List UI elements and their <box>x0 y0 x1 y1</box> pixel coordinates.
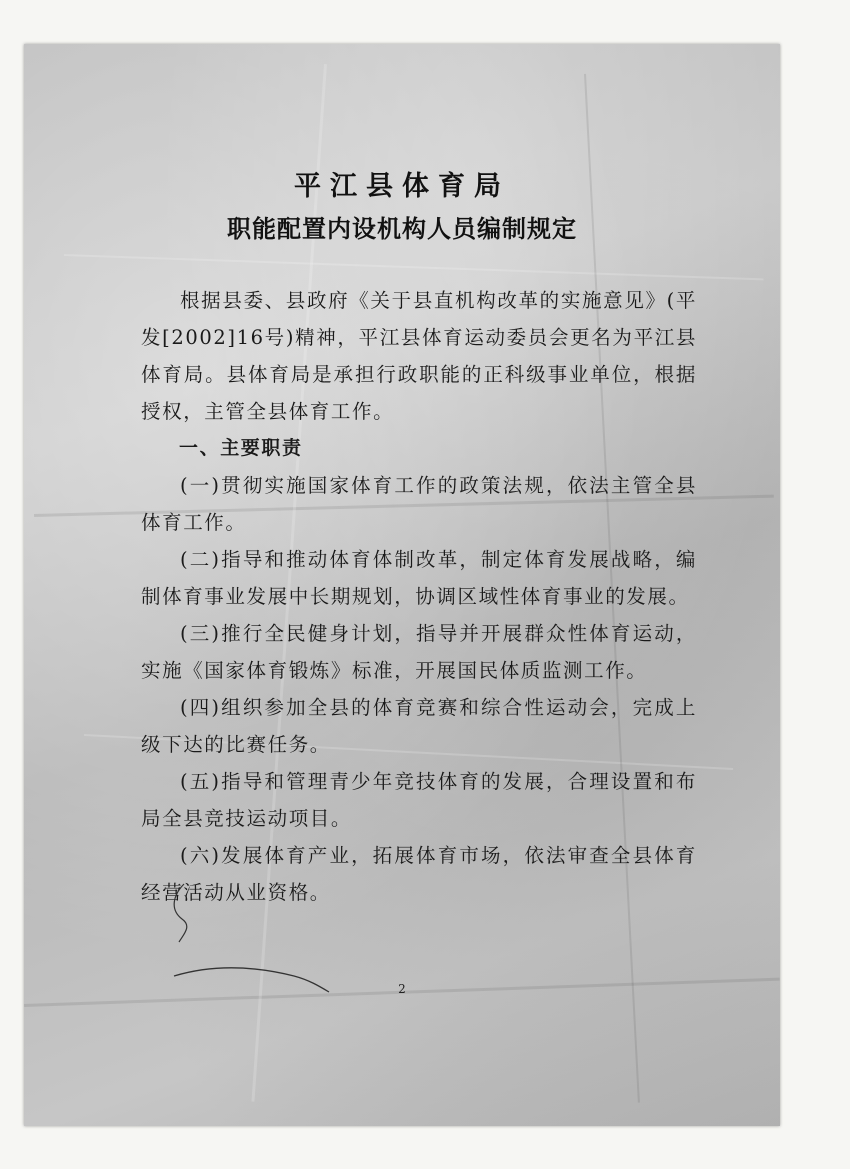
intro-paragraph: 根据县委、县政府《关于县直机构改革的实施意见》(平发[2002]16号)精神，平江县体育运动委员会更名为平江县体育局。县体育局是承担行政职能的正科级事业单位，根据授权，主管全县体育工作。 <box>141 289 697 423</box>
document-body <box>141 282 697 911</box>
page-number: 2 <box>398 982 406 996</box>
duty-item-1: (一)贯彻实施国家体育工作的政策法规，依法主管全县体育工作。 <box>141 474 697 534</box>
document-title: 平江县体育局 <box>294 171 510 202</box>
duty-item-2: (二)指导和推动体育体制改革，制定体育发展战略，编制体育事业发展中长期规划，协调区域性体育事业的发展。 <box>141 548 697 608</box>
document-subtitle: 职能配置内设机构人员编制规定 <box>227 214 577 243</box>
document-page <box>24 44 780 1126</box>
duty-item-5: (五)指导和管理青少年竞技体育的发展，合理设置和布局全县竞技运动项目。 <box>141 770 697 830</box>
duty-item-6: (六)发展体育产业，拓展体育市场，依法审查全县体育经营活动从业资格。 <box>141 844 697 904</box>
section-heading: 一、主要职责 <box>179 437 303 459</box>
paper-crease <box>64 254 764 280</box>
duty-item-3: (三)推行全民健身计划，指导并开展群众性体育运动，实施《国家体育锻炼》标准，开展国民体质监测工作。 <box>141 622 697 682</box>
duty-item-4: (四)组织参加全县的体育竞赛和综合性运动会，完成上级下达的比赛任务。 <box>141 696 697 756</box>
